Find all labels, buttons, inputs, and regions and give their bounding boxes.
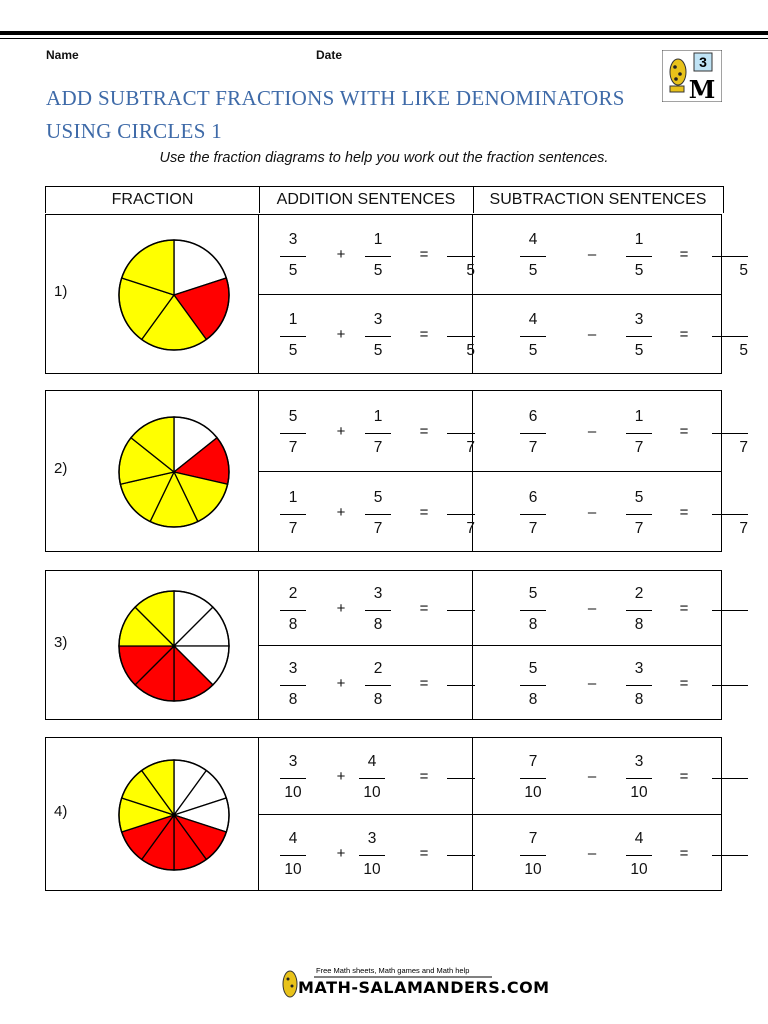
denominator: 10 [630,860,648,878]
numerator: 5 [288,407,298,425]
problem-number: 1) [54,283,68,300]
instructions: Use the fraction diagrams to help you work out the fraction sentences. [159,150,609,166]
minus-sign: – [587,674,597,692]
denominator: 7 [634,519,644,537]
second-fraction [361,309,395,363]
answer-denominator: 5 [466,262,475,279]
page-title: ADD SUBTRACT FRACTIONS WITH LIKE DENOMINATORS [46,86,625,110]
subtraction-sentence [506,658,706,714]
first-fraction [276,828,310,882]
numerator: 6 [528,407,538,425]
subtraction-sentence [506,487,748,543]
minus-sign: – [587,767,597,785]
numerator: 3 [288,231,298,248]
minus-sign: – [587,246,597,263]
minus-sign: – [587,326,597,343]
answer-blank[interactable] [447,309,475,363]
numerator: 3 [634,659,644,677]
first-fraction [516,583,550,637]
numerator: 6 [528,488,538,506]
first-fraction [516,406,550,460]
numerator: 1 [288,311,298,328]
answer-blank[interactable] [712,229,748,283]
denominator: 10 [363,860,381,878]
addition-sentence [274,406,474,462]
equals-sign: = [419,503,429,521]
numerator: 2 [634,584,644,602]
second-fraction [622,406,656,460]
numerator: 4 [634,829,644,847]
equals-sign: = [419,767,429,785]
denominator: 5 [373,342,383,359]
fraction-circle [116,237,232,353]
fraction-circle [116,757,232,873]
denominator: 8 [373,615,383,633]
numerator: 4 [288,829,298,847]
first-fraction [276,487,310,541]
column-header-addition: ADDITION SENTENCES [276,191,456,208]
numerator: 5 [373,488,383,506]
numerator: 3 [367,829,377,847]
answer-blank[interactable] [447,583,475,637]
equals-sign: = [679,599,689,617]
logo-letters: M [688,75,716,102]
denominator: 7 [288,438,298,456]
plus-sign: + [336,599,346,617]
plus-sign: + [336,422,346,440]
answer-blank[interactable] [712,487,748,541]
problem-block [45,390,748,552]
equals-sign: = [419,674,429,692]
equals-sign: = [419,422,429,440]
addition-sentence [274,828,474,884]
numerator: 2 [373,659,383,677]
numerator: 1 [288,488,298,506]
numerator: 3 [634,752,644,770]
answer-blank[interactable] [712,583,748,637]
equals-sign: = [679,767,689,785]
equals-sign: = [679,674,689,692]
denominator: 10 [524,860,542,878]
subtraction-sentence [506,828,706,884]
answer-blank[interactable] [712,406,748,460]
answer-denominator: 5 [466,342,475,359]
answer-blank[interactable] [712,828,748,882]
second-fraction [622,229,656,283]
numerator: 2 [288,584,298,602]
problem-number: 4) [54,803,68,820]
table-header [45,186,724,213]
equals-sign: = [679,246,689,263]
answer-blank[interactable] [712,751,748,805]
answer-blank[interactable] [712,309,748,363]
plus-sign: + [336,844,346,862]
first-fraction [276,309,310,363]
minus-sign: – [587,503,597,521]
numerator: 1 [373,231,383,248]
denominator: 8 [288,690,298,708]
answer-blank[interactable] [447,828,475,882]
denominator: 10 [524,783,542,801]
second-fraction [622,828,656,882]
denominator: 7 [634,438,644,456]
second-fraction [355,828,389,882]
numerator: 5 [528,659,538,677]
denominator: 8 [528,615,538,633]
denominator: 7 [528,438,538,456]
addition-sentence [274,487,474,543]
top-rule-thin [0,38,768,39]
first-fraction [276,229,310,283]
equals-sign: = [679,844,689,862]
equals-sign: = [679,503,689,521]
addition-sentence [274,583,474,639]
fraction-circle [116,414,232,530]
second-fraction [622,309,656,363]
date-label: Date [316,48,343,62]
numerator: 4 [528,311,538,328]
denominator: 10 [630,783,648,801]
numerator: 7 [528,829,538,847]
numerator: 3 [634,311,644,328]
denominator: 5 [528,342,538,359]
minus-sign: – [587,422,597,440]
denominator: 7 [373,519,383,537]
subtraction-sentence [506,309,748,365]
subtraction-sentence [506,583,706,639]
second-fraction [361,658,395,712]
first-fraction [516,309,550,363]
answer-denominator: 7 [466,519,475,537]
first-fraction [516,751,550,805]
first-fraction [276,658,310,712]
second-fraction [361,229,395,283]
second-fraction [622,583,656,637]
plus-sign: + [336,767,346,785]
problem-block [45,570,722,720]
addition-sentence [274,229,474,285]
answer-blank[interactable] [447,229,475,283]
numerator: 3 [373,584,383,602]
denominator: 7 [373,438,383,456]
column-header-subtraction: SUBTRACTION SENTENCES [489,191,707,208]
subtraction-sentence [506,229,748,285]
equals-sign: = [679,326,689,343]
minus-sign: – [587,599,597,617]
denominator: 10 [284,783,302,801]
denominator: 7 [288,519,298,537]
answer-denominator: 5 [739,342,748,359]
equals-sign: = [419,326,429,343]
top-rule-thick [0,31,768,35]
numerator: 1 [373,407,383,425]
problem-block [45,737,722,891]
salamander-logo [662,50,722,102]
first-fraction [276,751,310,805]
answer-blank[interactable] [712,658,748,712]
denominator: 10 [284,860,302,878]
denominator: 8 [634,690,644,708]
answer-denominator: 7 [739,519,748,537]
numerator: 5 [528,584,538,602]
answer-blank[interactable] [447,406,475,460]
equals-sign: = [419,246,429,263]
second-fraction [361,583,395,637]
denominator: 7 [528,519,538,537]
denominator: 8 [528,690,538,708]
second-fraction [361,406,395,460]
equals-sign: = [419,844,429,862]
denominator: 8 [288,615,298,633]
numerator: 3 [288,659,298,677]
numerator: 5 [634,488,644,506]
name-label: Name [46,48,79,62]
numerator: 3 [373,311,383,328]
denominator: 10 [363,783,381,801]
first-fraction [516,658,550,712]
plus-sign: + [336,326,346,343]
numerator: 3 [288,752,298,770]
first-fraction [276,583,310,637]
logo-badge-text: 3 [699,54,707,70]
problem-number: 3) [54,634,68,651]
subtraction-sentence [506,406,748,462]
answer-denominator: 5 [739,262,748,279]
denominator: 5 [373,262,383,279]
footer-tagline: Free Math sheets, Math games and Math help [316,966,470,975]
addition-sentence [274,751,474,807]
first-fraction [516,487,550,541]
second-fraction [622,658,656,712]
problem-block [45,214,748,374]
denominator: 5 [634,262,644,279]
first-fraction [516,828,550,882]
first-fraction [276,406,310,460]
subtraction-sentence [506,751,706,807]
answer-denominator: 7 [739,438,748,456]
plus-sign: + [336,674,346,692]
denominator: 5 [288,262,298,279]
second-fraction [361,487,395,541]
fraction-circle [116,588,232,704]
numerator: 1 [634,407,644,425]
second-fraction [622,487,656,541]
plus-sign: + [336,503,346,521]
problem-number: 2) [54,460,68,477]
page-subtitle: USING CIRCLES 1 [46,119,223,143]
denominator: 8 [634,615,644,633]
addition-sentence [274,658,474,714]
answer-denominator: 7 [466,438,475,456]
equals-sign: = [679,422,689,440]
first-fraction [516,229,550,283]
denominator: 5 [528,262,538,279]
equals-sign: = [419,599,429,617]
denominator: 5 [634,342,644,359]
numerator: 7 [528,752,538,770]
second-fraction [355,751,389,805]
addition-sentence [274,309,474,365]
numerator: 1 [634,231,644,248]
second-fraction [622,751,656,805]
denominator: 8 [373,690,383,708]
denominator: 5 [288,342,298,359]
numerator: 4 [367,752,377,770]
numerator: 4 [528,231,538,248]
plus-sign: + [336,246,346,263]
footer-site: MATH-SALAMANDERS.COM [298,978,550,997]
answer-blank[interactable] [447,658,475,712]
answer-blank[interactable] [447,751,475,805]
answer-blank[interactable] [447,487,475,541]
column-header-fraction: FRACTION [111,191,194,208]
minus-sign: – [587,844,597,862]
